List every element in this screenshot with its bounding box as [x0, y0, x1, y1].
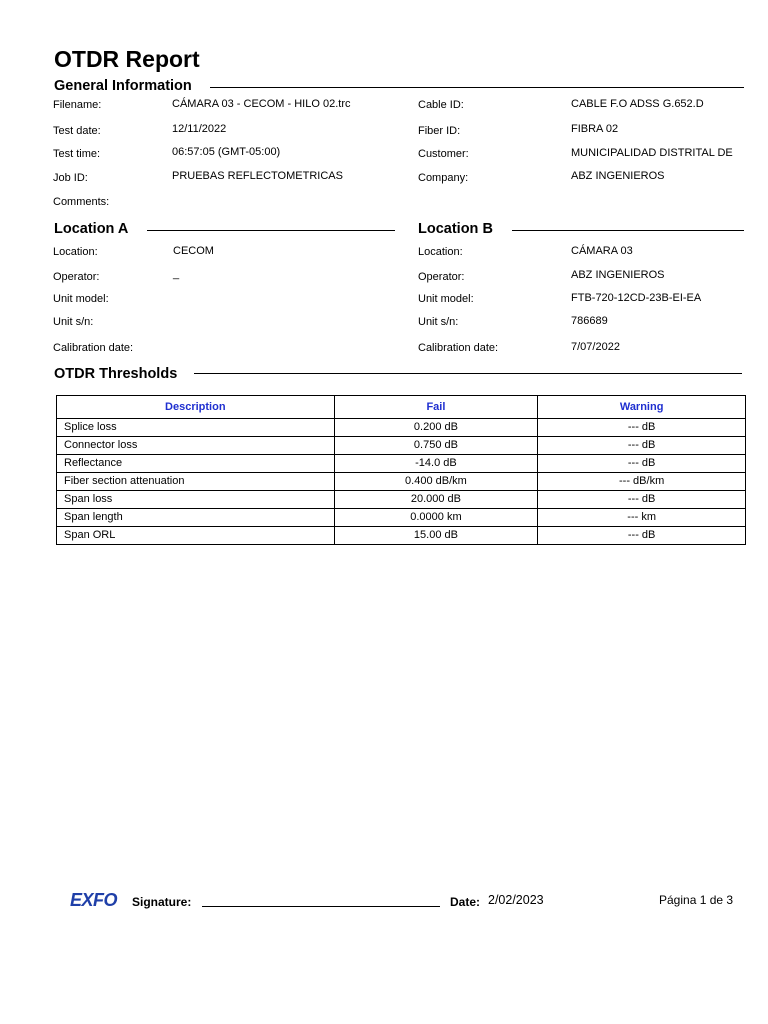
company-value: ABZ INGENIEROS — [571, 170, 665, 182]
customer-label: Customer: — [418, 148, 469, 160]
table-row — [57, 509, 746, 527]
thresholds-table — [56, 395, 746, 545]
threshold-fail: 15.00 dB — [334, 527, 538, 545]
location-b-calibration-value: 7/07/2022 — [571, 341, 620, 353]
location-b-operator-value: ABZ INGENIEROS — [571, 269, 665, 281]
date-label: Date: — [450, 895, 481, 909]
thresholds-header-row — [57, 396, 746, 419]
cable-id-value: CABLE F.O ADSS G.652.D — [571, 98, 704, 110]
report-title: OTDR Report — [54, 46, 200, 72]
signature-label: Signature: — [132, 895, 192, 909]
threshold-description: Fiber section attenuation — [57, 473, 335, 491]
threshold-fail: 0.200 dB — [334, 419, 538, 437]
test-date-value: 12/11/2022 — [172, 123, 227, 135]
threshold-fail: -14.0 dB — [334, 455, 538, 473]
thresholds-rule — [194, 373, 742, 374]
location-b-heading: Location B — [418, 221, 493, 237]
company-label: Company: — [418, 172, 469, 184]
location-b-unit-sn-value: 786689 — [571, 315, 608, 327]
threshold-warning: --- dB/km — [538, 473, 746, 491]
test-time-value: 06:57:05 (GMT-05:00) — [172, 146, 281, 158]
exfo-logo: EXFO — [70, 890, 118, 910]
location-b-operator-label: Operator: — [418, 271, 465, 283]
table-row — [57, 419, 746, 437]
filename-label: Filename: — [53, 99, 102, 111]
threshold-fail: 0.400 dB/km — [334, 473, 538, 491]
general-info-heading: General Information — [54, 78, 192, 94]
threshold-description: Span loss — [57, 491, 335, 509]
test-time-label: Test time: — [53, 148, 101, 160]
table-row — [57, 473, 746, 491]
location-b-unit-sn-label: Unit s/n: — [418, 316, 459, 328]
job-id-label: Job ID: — [53, 172, 88, 184]
table-row — [57, 455, 746, 473]
fiber-id-value: FIBRA 02 — [571, 123, 619, 135]
threshold-description: Span ORL — [57, 527, 335, 545]
thresholds-heading: OTDR Thresholds — [54, 366, 178, 382]
location-b-calibration-label: Calibration date: — [418, 342, 499, 354]
table-row — [57, 527, 746, 545]
threshold-warning: --- dB — [538, 455, 746, 473]
threshold-warning: --- dB — [538, 491, 746, 509]
comments-label: Comments: — [53, 196, 110, 208]
location-b-location-value: CÁMARA 03 — [571, 245, 633, 257]
cable-id-label: Cable ID: — [418, 99, 464, 111]
threshold-description: Span length — [57, 509, 335, 527]
location-b-location-label: Location: — [418, 246, 463, 258]
location-b-unit-model-label: Unit model: — [418, 293, 474, 305]
location-a-location-label: Location: — [53, 246, 98, 258]
location-b-rule — [512, 230, 744, 231]
column-header-description: Description — [57, 396, 335, 419]
location-a-unit-model-label: Unit model: — [53, 293, 109, 305]
column-header-warning: Warning — [538, 396, 746, 419]
threshold-warning: --- dB — [538, 437, 746, 455]
fiber-id-label: Fiber ID: — [418, 125, 461, 137]
threshold-fail: 20.000 dB — [334, 491, 538, 509]
location-a-operator-label: Operator: — [53, 271, 100, 283]
table-row — [57, 437, 746, 455]
location-a-operator-value: _ — [173, 268, 180, 280]
threshold-warning: --- dB — [538, 527, 746, 545]
threshold-warning: --- km — [538, 509, 746, 527]
threshold-description: Connector loss — [57, 437, 335, 455]
date-value: 2/02/2023 — [488, 893, 544, 907]
general-info-rule — [210, 87, 744, 88]
column-header-fail: Fail — [334, 396, 538, 419]
threshold-description: Reflectance — [57, 455, 335, 473]
location-a-rule — [147, 230, 395, 231]
table-row — [57, 491, 746, 509]
threshold-fail: 0.750 dB — [334, 437, 538, 455]
job-id-value: PRUEBAS REFLECTOMETRICAS — [172, 170, 343, 182]
location-b-unit-model-value: FTB-720-12CD-23B-EI-EA — [571, 292, 702, 304]
test-date-label: Test date: — [53, 125, 101, 137]
location-a-calibration-label: Calibration date: — [53, 342, 134, 354]
threshold-description: Splice loss — [57, 419, 335, 437]
threshold-warning: --- dB — [538, 419, 746, 437]
location-a-unit-sn-label: Unit s/n: — [53, 316, 94, 328]
threshold-fail: 0.0000 km — [334, 509, 538, 527]
location-a-location-value: CECOM — [173, 245, 214, 257]
filename-value: CÁMARA 03 - CECOM - HILO 02.trc — [172, 98, 351, 110]
signature-line — [202, 906, 440, 907]
page-number: Página 1 de 3 — [659, 893, 734, 907]
location-a-heading: Location A — [54, 221, 129, 237]
customer-value: MUNICIPALIDAD DISTRITAL DE — [571, 147, 733, 159]
